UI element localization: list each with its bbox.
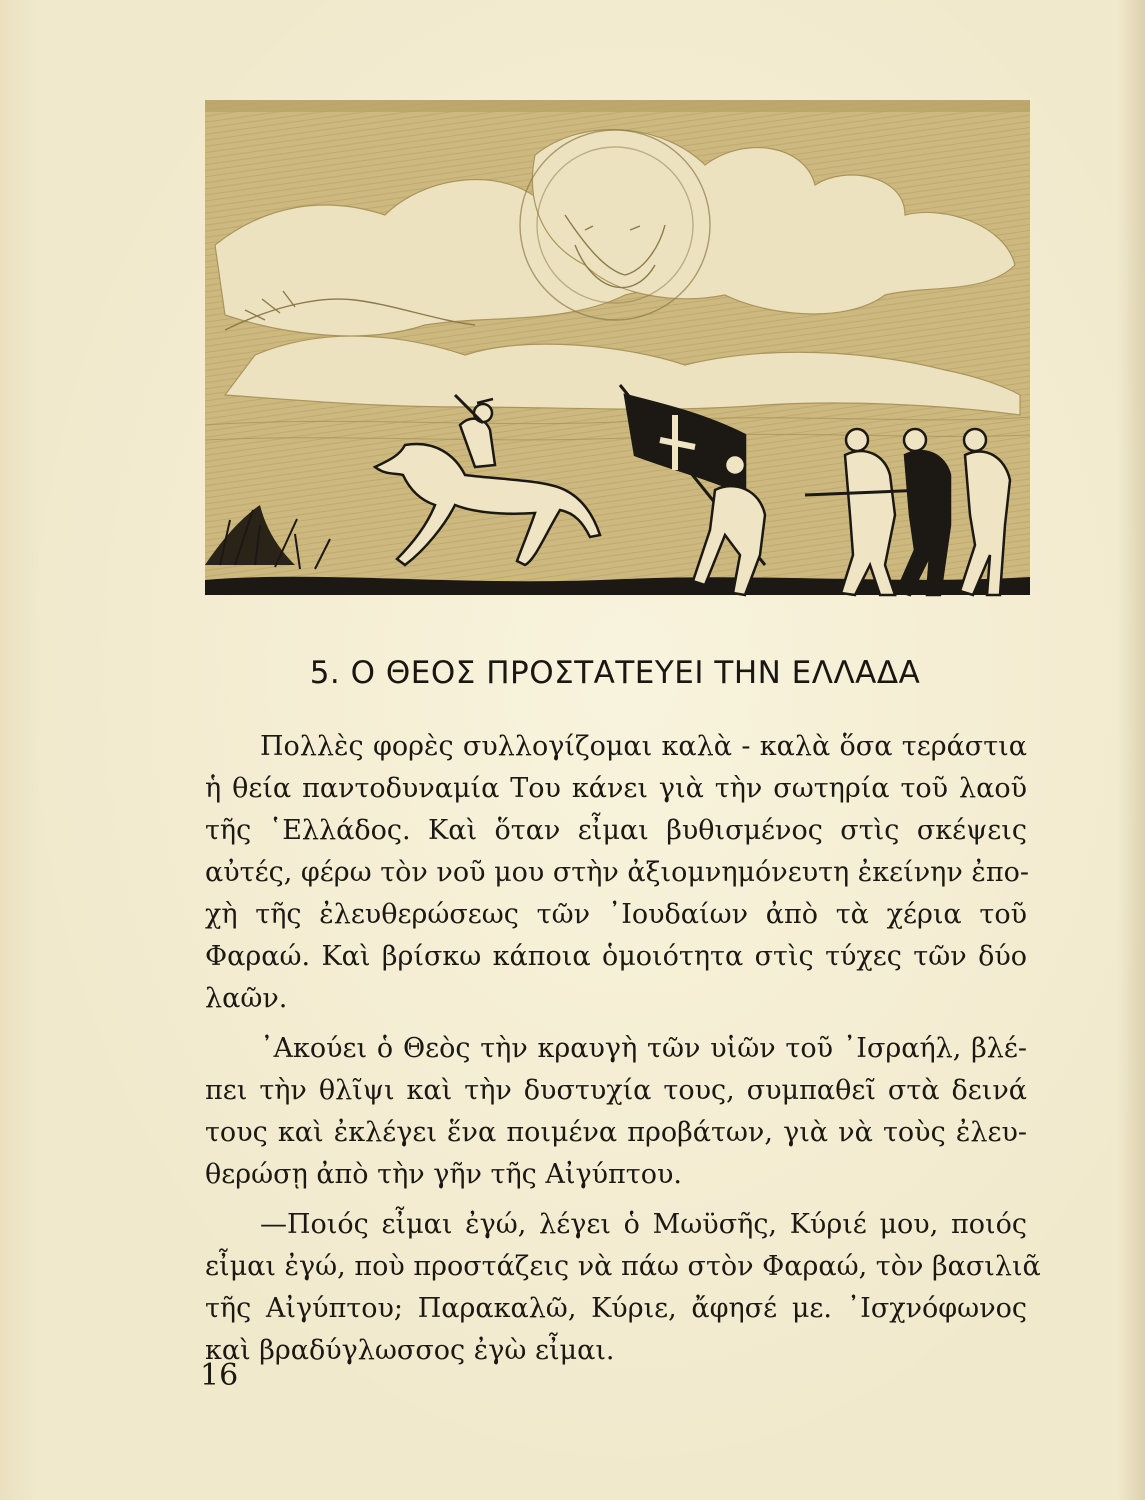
text-line: τῆς Αἰγύπτου; Παρακαλῶ, Κύριε, ἄφησέ με. ᾿Ισχνόφωνος [205, 1293, 1027, 1324]
illustration-woodcut [205, 95, 1030, 615]
page-edge-shadow [1117, 0, 1145, 1500]
text-line: τῆς ῾Ελλάδος. Καὶ ὅταν εἶμαι βυθισμένος στὶς σκέψεις [205, 815, 1027, 846]
chapter-illustration [205, 95, 1030, 615]
text-line: πει τὴν θλῖψι καὶ τὴν δυστυχία τους, συμπαθεῖ στὰ δεινά [205, 1075, 1027, 1106]
text-line: τους καὶ ἐκλέγει ἕνα ποιμένα προβάτων, γιὰ νὰ τοὺς ἐλευ- [205, 1117, 1027, 1148]
text-line: ἡ θεία παντοδυναμία Του κάνει γιὰ τὴν σωτηρία τοῦ λαοῦ [205, 773, 1027, 804]
text-line: Φαραώ. Καὶ βρίσκω κάποια ὁμοιότητα στὶς τύχες τῶν δύο [205, 941, 1027, 972]
text-line: χὴ τῆς ἐλευθερώσεως τῶν ᾿Ιουδαίων ἀπὸ τὰ χέρια τοῦ [205, 899, 1027, 930]
page-number: 16 [200, 1358, 239, 1393]
text-line: αὐτές, φέρω τὸν νοῦ μου στὴν ἀξιομνημόνευτη ἐκείνην ἐπο- [205, 857, 1029, 888]
text-line: θερώσῃ ἀπὸ τὴν γῆν τῆς Αἰγύπτου. [205, 1159, 682, 1190]
text-line: λαῶν. [205, 983, 288, 1014]
text-line: ᾿Ακούει ὁ Θεὸς τὴν κραυγὴ τῶν υἱῶν τοῦ ᾿Ισραήλ, βλέ- [260, 1033, 1027, 1064]
text-line: Πολλὲς φορὲς συλλογίζομαι καλὰ - καλὰ ὅσα τεράστια [260, 731, 1027, 762]
chapter-body [205, 726, 1041, 1372]
text-line: —Ποιός εἶμαι ἐγώ, λέγει ὁ Μωϋσῆς, Κύριέ μου, ποιός [260, 1209, 1027, 1240]
text-line: καὶ βραδύγλωσσος ἐγὼ εἶμαι. [205, 1335, 615, 1366]
chapter-title: 5. Ο ΘΕΟΣ ΠΡΟΣΤΑΤΕΥΕΙ ΤΗΝ ΕΛΛΑΔΑ [309, 655, 921, 691]
text-line: εἶμαι ἐγώ, ποὺ προστάζεις νὰ πάω στὸν Φαραώ, τὸν βασιλιᾶ [205, 1251, 1041, 1282]
